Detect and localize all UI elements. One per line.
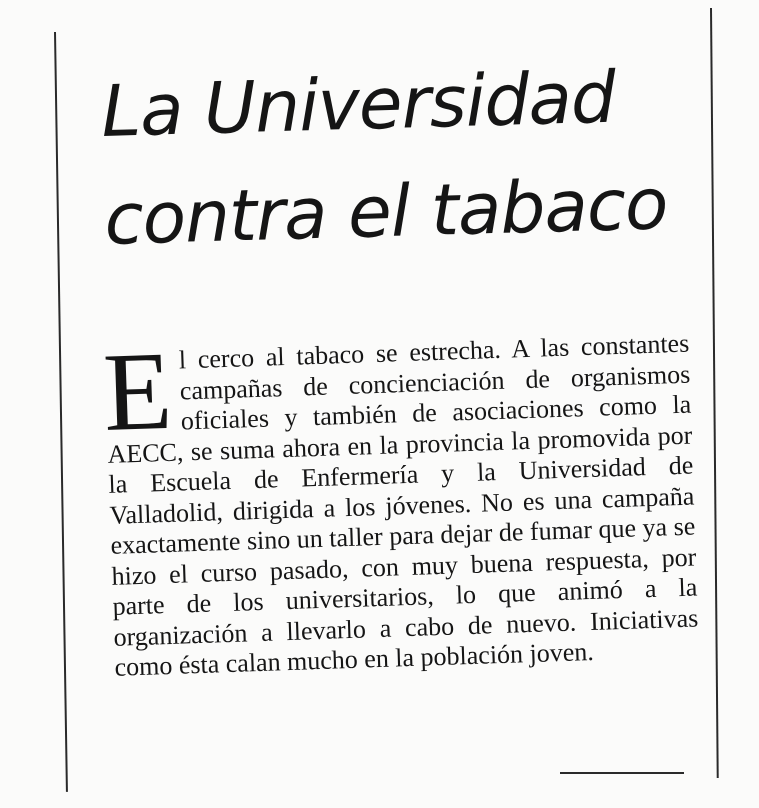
article-paragraph: l cerco al tabaco se estrecha. A las constantes campañas de concienciación de organismos oficiales y también de asociaciones como la AECC, se suma ahora en la provincia la promovida por la Escuela de Enfermería y la Universidad de Valladolid, dirigida a los jóvenes. No es una campaña exactamente sino un taller para dejar de fumar que ya se hizo el curso pasado, con muy buena respuesta, por parte de los universitarios, lo que animó a la organización a llevarlo a cabo de nuevo. Iniciativas como ésta calan mucho en la población joven. xyxy=(107,328,699,682)
right-column-rule xyxy=(710,8,719,778)
left-column-rule xyxy=(54,32,68,792)
headline-line-1: La Universidad xyxy=(100,55,617,153)
drop-cap: E xyxy=(101,328,174,456)
end-of-article-rule xyxy=(560,772,684,774)
headline-line-2: contra el tabaco xyxy=(103,162,669,261)
article-headline xyxy=(100,41,706,274)
article-body xyxy=(101,328,700,684)
